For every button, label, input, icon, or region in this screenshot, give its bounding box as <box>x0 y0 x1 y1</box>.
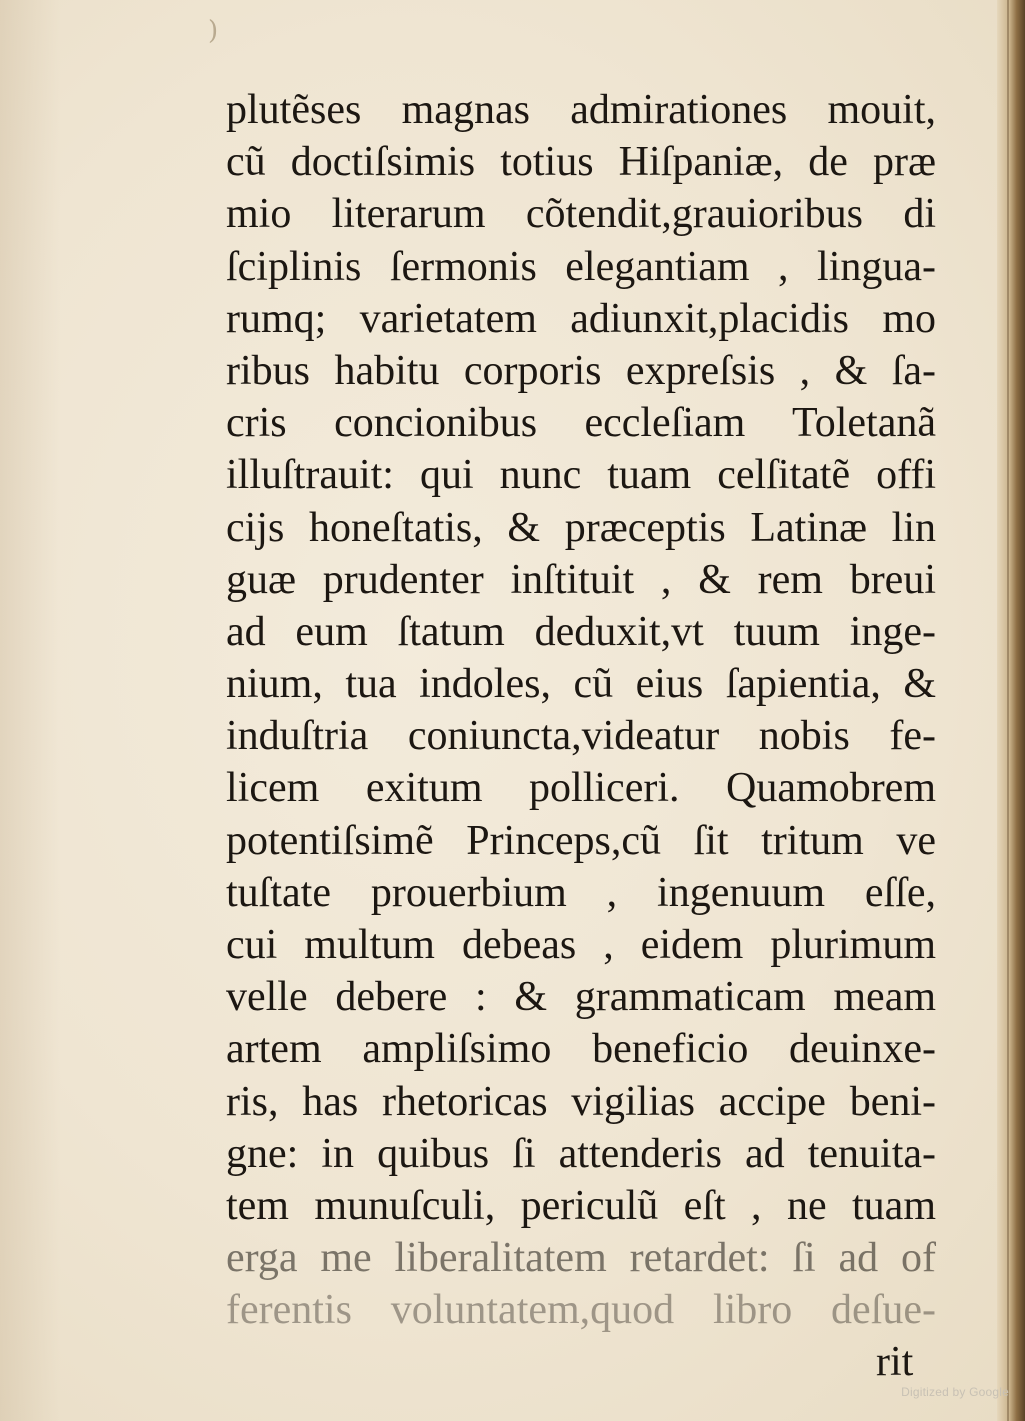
text-block <box>226 84 936 1337</box>
text-line: ris, has rhetoricas vigilias accipe beni- <box>226 1078 936 1125</box>
text-line: erga me liberalitatem retardet: ſi ad of <box>226 1235 936 1282</box>
page-edge <box>997 0 1025 1421</box>
text-line: induſtria coniuncta,videatur nobis fe- <box>226 713 936 760</box>
text-line: cũ doctiſsimis totius Hiſpaniæ, de præ <box>226 139 936 186</box>
text-line: rumq; varietatem adiunxit,placidis mo <box>226 295 936 342</box>
text-line: ribus habitu corporis expreſsis , & ſa- <box>226 347 936 394</box>
text-line: plutẽses magnas admirationes mouit, <box>226 87 936 133</box>
text-line: nium, tua indoles, cũ eius ſapientia, & <box>226 661 936 708</box>
corner-mark: ) <box>208 16 219 46</box>
text-line: ferentis voluntatem,quod libro deſue- <box>226 1287 936 1334</box>
text-line: ad eum ſtatum deduxit,vt tuum inge- <box>226 608 936 655</box>
text-line: cris concionibus eccleſiam Toletanã <box>226 400 936 447</box>
text-line: guæ prudenter inſtituit , & rem breui <box>226 556 936 603</box>
text-line: cui multum debeas , eidem plurimum <box>226 922 936 968</box>
catchword: rit <box>876 1339 914 1385</box>
text-line: licem exitum polliceri. Quamobrem <box>226 765 936 812</box>
text-line: mio literarum cõtendit,grauioribus di <box>226 191 936 238</box>
text-line: cijs honeſtatis, & præceptis Latinæ lin <box>226 504 936 551</box>
text-line: gne: in quibus ſi attenderis ad tenuita- <box>226 1130 936 1177</box>
text-line: illuſtrauit: qui nunc tuam celſitatẽ offi <box>226 452 936 499</box>
text-line: tuſtate prouerbium , ingenuum eſſe, <box>226 869 936 916</box>
watermark: Digitized by Google <box>901 1385 1009 1399</box>
text-line: potentiſsimẽ Princeps,cũ ſit tritum ve <box>226 817 936 864</box>
page-edge-line <box>1007 0 1009 1421</box>
text-line: artem ampliſsimo beneficio deuinxe- <box>226 1026 936 1073</box>
text-line: tem munuſculi, periculũ eſt , ne tuam <box>226 1182 936 1229</box>
text-line: ſciplinis ſermonis elegantiam , lingua- <box>226 243 936 290</box>
page-stain <box>0 0 60 1421</box>
text-line: velle debere : & grammaticam meam <box>226 974 936 1021</box>
